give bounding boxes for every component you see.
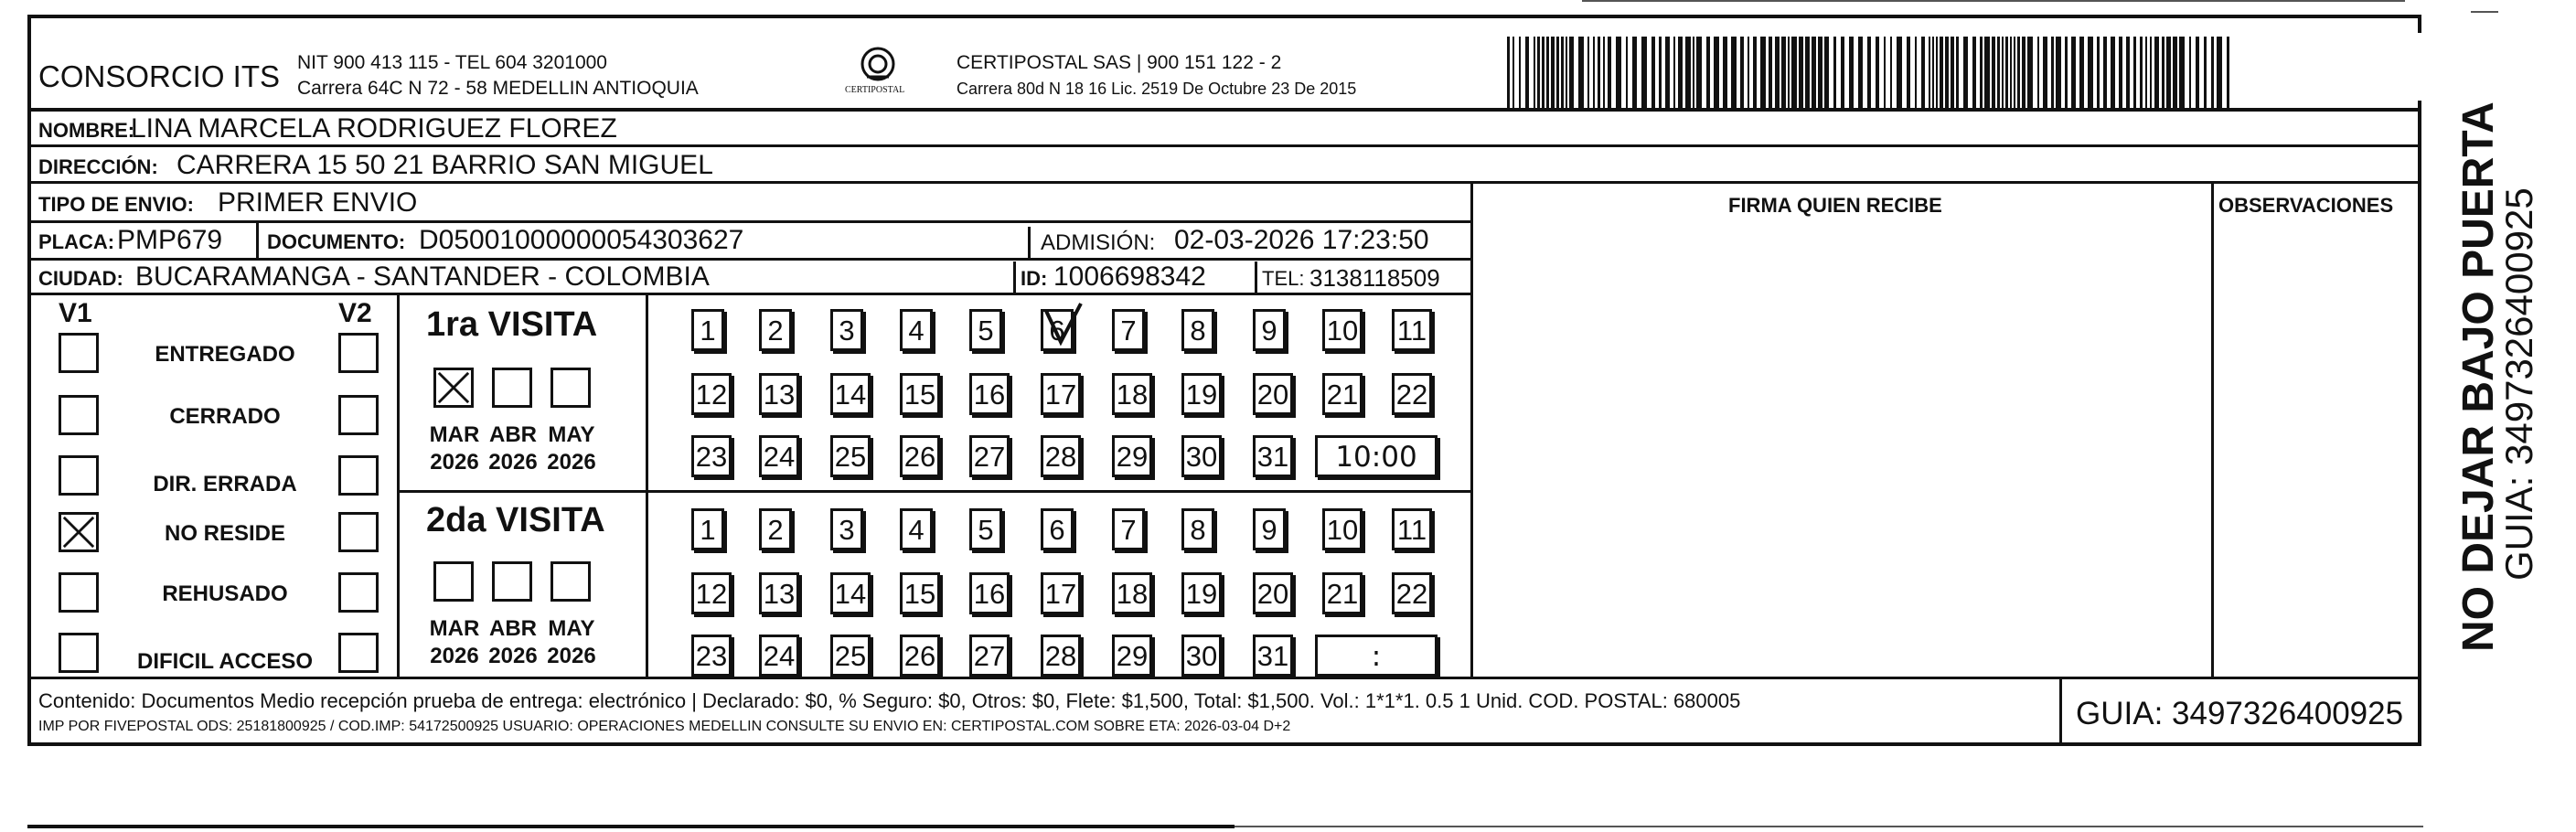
direccion-value: CARRERA 15 50 21 BARRIO SAN MIGUEL bbox=[176, 150, 713, 180]
month-label: MAR bbox=[429, 616, 480, 641]
barcode-bar bbox=[2097, 37, 2100, 108]
month-checkbox[interactable] bbox=[550, 368, 591, 408]
barcode-bar bbox=[1740, 37, 1744, 108]
barcode-bar bbox=[1907, 37, 1910, 108]
cut-line-bottom bbox=[27, 825, 1235, 828]
obs-column-line bbox=[2211, 183, 2214, 678]
v1-checkbox[interactable] bbox=[59, 572, 99, 613]
ciudad-value: BUCARAMANGA - SANTANDER - COLOMBIA bbox=[135, 261, 710, 292]
month-label: MAY bbox=[548, 616, 595, 641]
month-checkbox[interactable] bbox=[433, 368, 474, 408]
barcode-bar bbox=[2154, 37, 2159, 108]
barcode-bar bbox=[1805, 37, 1810, 108]
barcode-bar bbox=[1723, 37, 1727, 108]
placa-label: PLACA: bbox=[38, 230, 115, 253]
status-divider bbox=[397, 294, 400, 678]
barcode-bar bbox=[2166, 37, 2171, 108]
day-box[interactable]: 13 bbox=[759, 373, 799, 415]
x-mark-icon bbox=[436, 370, 471, 405]
barcode-bar bbox=[1542, 37, 1545, 108]
year-label: 2026 bbox=[430, 644, 479, 668]
barcode-bar bbox=[2043, 37, 2047, 108]
tipo-label: TIPO DE ENVIO: bbox=[38, 193, 194, 216]
barcode-bar bbox=[1945, 37, 1949, 108]
rule-header bbox=[27, 108, 2421, 112]
day-box[interactable]: 5 bbox=[969, 309, 1002, 351]
firma-header: FIRMA QUIEN RECIBE bbox=[1728, 194, 1942, 217]
barcode-bar bbox=[1972, 37, 1976, 108]
sep-admision bbox=[1028, 227, 1031, 259]
barcode-bar bbox=[1632, 37, 1637, 108]
barcode-bar bbox=[1659, 37, 1662, 108]
day-box[interactable]: 21 bbox=[1322, 572, 1363, 614]
barcode-bar bbox=[2133, 37, 2136, 108]
barcode-bar bbox=[2140, 37, 2143, 108]
month-checkbox[interactable] bbox=[433, 561, 474, 602]
day-box[interactable]: 25 bbox=[830, 635, 871, 677]
barcode-bar bbox=[2217, 37, 2222, 108]
carrier-name: CERTIPOSTAL SAS | 900 151 122 - 2 bbox=[957, 52, 1282, 73]
barcode-bar bbox=[2017, 37, 2020, 108]
barcode-bar bbox=[1929, 37, 1930, 108]
day-box[interactable]: 16 bbox=[969, 572, 1010, 614]
barcode-bar bbox=[1714, 37, 1719, 108]
month-label: MAR bbox=[429, 422, 480, 447]
status-option-label: DIFICIL ACCESO bbox=[136, 649, 313, 674]
barcode-bar bbox=[2111, 37, 2115, 108]
day-box[interactable]: 12 bbox=[691, 572, 732, 614]
day-box[interactable]: 11 bbox=[1392, 309, 1432, 351]
barcode-bar bbox=[1824, 37, 1829, 108]
barcode-bar bbox=[2079, 37, 2084, 108]
logo-text: CERTIPOSTAL bbox=[845, 85, 905, 95]
day-box[interactable]: 9 bbox=[1253, 309, 1286, 351]
time-box[interactable]: : bbox=[1315, 635, 1438, 677]
day-box[interactable]: 23 bbox=[691, 635, 732, 677]
day-box[interactable]: 17 bbox=[1041, 373, 1081, 415]
barcode-bar bbox=[1984, 37, 1990, 108]
barcode-bar bbox=[1665, 37, 1670, 108]
company-address: Carrera 64C N 72 - 58 MEDELLIN ANTIOQUIA bbox=[297, 78, 699, 99]
placa-value: PMP679 bbox=[117, 225, 223, 255]
carrier-logo bbox=[839, 44, 916, 102]
documento-value: D05001000000054303627 bbox=[419, 225, 744, 255]
day-box[interactable]: 3 bbox=[830, 508, 863, 550]
barcode-bar bbox=[1626, 37, 1628, 108]
day-box[interactable]: 12 bbox=[691, 373, 732, 415]
id-label: ID: bbox=[1021, 267, 1048, 290]
year-label: 2026 bbox=[488, 450, 538, 475]
barcode-bar bbox=[1932, 37, 1934, 108]
day-box[interactable]: 18 bbox=[1112, 373, 1152, 415]
day-box[interactable]: 10 bbox=[1322, 508, 1363, 550]
day-box[interactable]: 28 bbox=[1041, 635, 1081, 677]
day-box[interactable]: 27 bbox=[969, 635, 1010, 677]
observaciones-header: OBSERVACIONES bbox=[2218, 194, 2394, 217]
cut-line-top bbox=[1582, 0, 2405, 2]
day-box[interactable]: 31 bbox=[1253, 435, 1293, 477]
barcode-bar bbox=[1507, 37, 1510, 108]
day-box[interactable]: 19 bbox=[1181, 373, 1222, 415]
month-label: ABR bbox=[489, 616, 537, 641]
tel-value: 3138118509 bbox=[1309, 264, 1440, 292]
day-box[interactable]: 23 bbox=[691, 435, 732, 477]
documento-label: DOCUMENTO: bbox=[267, 230, 406, 253]
month-label: MAY bbox=[548, 422, 595, 447]
barcode-bar bbox=[1569, 37, 1574, 108]
day-box[interactable]: 29 bbox=[1112, 435, 1152, 477]
day-box[interactable]: 3 bbox=[830, 309, 863, 351]
barcode-bar bbox=[1997, 37, 2000, 108]
v1-checkbox[interactable] bbox=[59, 455, 99, 496]
v1-checkbox[interactable] bbox=[59, 512, 99, 552]
barcode-bar bbox=[2211, 37, 2214, 108]
barcode-bar bbox=[2005, 37, 2008, 108]
day-box[interactable]: 17 bbox=[1041, 572, 1081, 614]
month-checkbox[interactable] bbox=[492, 561, 532, 602]
barcode-bar bbox=[1603, 37, 1605, 108]
barcode-bar bbox=[2162, 37, 2164, 108]
v2-header: V2 bbox=[338, 298, 372, 328]
barcode-bar bbox=[1525, 37, 1529, 108]
barcode-bar bbox=[1980, 37, 1983, 108]
barcode-bar bbox=[2126, 37, 2130, 108]
v1-checkbox[interactable] bbox=[59, 395, 99, 435]
barcode-bar bbox=[1537, 37, 1540, 108]
status-option-label: ENTREGADO bbox=[155, 342, 295, 367]
barcode-bar bbox=[2119, 37, 2122, 108]
barcode-bar bbox=[1951, 37, 1954, 108]
barcode-bar bbox=[1598, 37, 1600, 108]
frame-left bbox=[27, 15, 31, 746]
admision-value: 02-03-2026 17:23:50 bbox=[1174, 225, 1429, 255]
tel-label: TEL: bbox=[1262, 267, 1305, 290]
barcode-bar bbox=[2056, 37, 2061, 108]
year-label: 2026 bbox=[430, 450, 479, 475]
barcode-bar bbox=[1706, 37, 1710, 108]
company-nit: NIT 900 413 115 - TEL 604 3201000 bbox=[297, 52, 607, 73]
barcode-bar bbox=[1867, 37, 1871, 108]
day-box[interactable]: 6 bbox=[1041, 309, 1074, 351]
rule-placa bbox=[27, 258, 1470, 261]
barcode-bar bbox=[1799, 37, 1803, 108]
barcode-bar bbox=[2204, 37, 2207, 108]
barcode-bar bbox=[1753, 37, 1757, 108]
barcode-bar bbox=[1673, 37, 1675, 108]
barcode-bar bbox=[1641, 37, 1647, 108]
barcode-bar bbox=[1818, 37, 1822, 108]
day-box[interactable]: 26 bbox=[900, 435, 940, 477]
frame-bottom bbox=[27, 742, 2421, 746]
barcode-bar bbox=[1890, 37, 1892, 108]
year-label: 2026 bbox=[488, 644, 538, 668]
day-box[interactable]: 11 bbox=[1392, 508, 1432, 550]
footer-guia-divider bbox=[2059, 678, 2062, 744]
day-box[interactable]: 22 bbox=[1392, 572, 1432, 614]
barcode-bar bbox=[1556, 37, 1559, 108]
footer-imp: IMP POR FIVEPOSTAL ODS: 25181800925 / COD.IMP: 54172500925 USUARIO: OPERACIONES MEDELLIN CONSULTE SU ENVIO EN: CERTIPOSTAL.COM SOBRE ETA: 2026-03-04 D+2 bbox=[38, 719, 1291, 734]
day-box[interactable]: 30 bbox=[1181, 635, 1222, 677]
day-box[interactable]: 6 bbox=[1041, 508, 1074, 550]
year-label: 2026 bbox=[547, 644, 596, 668]
visit1-title: 1ra VISITA bbox=[426, 305, 598, 344]
day-box[interactable]: 30 bbox=[1181, 435, 1222, 477]
day-box[interactable]: 26 bbox=[900, 635, 940, 677]
barcode-bar bbox=[1788, 37, 1790, 108]
day-box[interactable]: 1 bbox=[691, 309, 724, 351]
carrier-license: Carrera 80d N 18 16 Lic. 2519 De Octubre 23 De 2015 bbox=[957, 80, 1357, 98]
edge-tick bbox=[2471, 11, 2498, 13]
barcode-bar bbox=[2189, 37, 2191, 108]
day-box[interactable]: 21 bbox=[1322, 373, 1363, 415]
barcode-bar bbox=[1534, 37, 1535, 108]
v1-checkbox[interactable] bbox=[59, 333, 99, 373]
barcode-bar bbox=[1769, 37, 1772, 108]
sep-tel bbox=[1255, 261, 1257, 294]
barcode-bar bbox=[1512, 37, 1514, 108]
barcode-bar bbox=[2022, 37, 2026, 108]
rule-tipo bbox=[27, 220, 1470, 223]
barcode-bar bbox=[1693, 37, 1694, 108]
barcode-bar bbox=[2065, 37, 2068, 108]
visit2-title: 2da VISITA bbox=[426, 501, 605, 539]
day-box[interactable]: 31 bbox=[1253, 635, 1293, 677]
barcode-bar bbox=[1876, 37, 1879, 108]
admision-label: ADMISIÓN: bbox=[1041, 230, 1156, 255]
day-box[interactable]: 8 bbox=[1181, 309, 1214, 351]
rule-direccion bbox=[27, 181, 2421, 184]
x-mark-icon bbox=[61, 515, 96, 549]
barcode-bar bbox=[1587, 37, 1589, 108]
status-option-label: REHUSADO bbox=[162, 581, 288, 606]
barcode-bar bbox=[1841, 37, 1844, 108]
barcode-bar bbox=[1915, 37, 1917, 108]
frame-right-upper bbox=[2418, 15, 2421, 33]
barcode-bar bbox=[1791, 37, 1797, 108]
cut-line-bottom-thin bbox=[1235, 826, 2423, 827]
barcode-bar bbox=[1578, 37, 1584, 108]
sep-id bbox=[1013, 261, 1016, 294]
v1-header: V1 bbox=[59, 298, 92, 328]
barcode-bar bbox=[1616, 37, 1621, 108]
barcode-bar bbox=[1593, 37, 1595, 108]
day-box[interactable]: 24 bbox=[759, 635, 799, 677]
side-guia: GUIA: 3497326400925 bbox=[2497, 187, 2540, 581]
barcode-bar bbox=[1696, 37, 1702, 108]
day-box[interactable]: 18 bbox=[1112, 572, 1152, 614]
v2-checkbox[interactable] bbox=[338, 455, 379, 496]
rule-nombre bbox=[27, 144, 2421, 147]
company-name: CONSORCIO ITS bbox=[38, 59, 281, 93]
barcode-bar bbox=[2150, 37, 2152, 108]
barcode-bar bbox=[2103, 37, 2107, 108]
barcode-bar bbox=[2002, 37, 2004, 108]
barcode-bar bbox=[2051, 37, 2054, 108]
direccion-label: DIRECCIÓN: bbox=[38, 155, 158, 178]
barcode-bar bbox=[1956, 37, 1959, 108]
firma-column-line bbox=[1470, 183, 1473, 678]
v2-checkbox[interactable] bbox=[338, 572, 379, 613]
day-box[interactable]: 22 bbox=[1392, 373, 1432, 415]
footer-contenido: Contenido: Documentos Medio recepción prueba de entrega: electrónico | Declarado: $0, % Seguro: $0, Otros: $0, Flete: $1,500, Total: $1,500. Vol.: 1*1*1. 0.5 1 Unid. COD. POSTAL: 680005 bbox=[38, 689, 1741, 712]
day-box[interactable]: 2 bbox=[759, 309, 792, 351]
barcode bbox=[1507, 37, 2239, 108]
barcode-bar bbox=[1685, 37, 1691, 108]
id-value: 1006698342 bbox=[1053, 261, 1206, 292]
barcode-bar bbox=[1561, 37, 1564, 108]
day-box[interactable]: 1 bbox=[691, 508, 724, 550]
barcode-bar bbox=[1546, 37, 1549, 108]
day-box[interactable]: 14 bbox=[830, 572, 871, 614]
barcode-bar bbox=[2179, 37, 2185, 108]
day-box[interactable]: 29 bbox=[1112, 635, 1152, 677]
frame-top bbox=[27, 15, 2421, 18]
day-box[interactable]: 20 bbox=[1253, 373, 1293, 415]
barcode-bar bbox=[2014, 37, 2015, 108]
month-label: ABR bbox=[489, 422, 537, 447]
day-box[interactable]: 7 bbox=[1112, 508, 1145, 550]
barcode-bar bbox=[1940, 37, 1943, 108]
day-box[interactable]: 19 bbox=[1181, 572, 1222, 614]
day-check-mark bbox=[1041, 302, 1086, 353]
barcode-bar bbox=[1519, 37, 1521, 108]
day-box[interactable]: 16 bbox=[969, 373, 1010, 415]
v2-checkbox[interactable] bbox=[338, 512, 379, 552]
frame-right bbox=[2418, 101, 2421, 746]
barcode-bar bbox=[1775, 37, 1780, 108]
day-box[interactable]: 27 bbox=[969, 435, 1010, 477]
rule-footer bbox=[27, 677, 2421, 679]
month-checkbox[interactable] bbox=[492, 368, 532, 408]
v2-checkbox[interactable] bbox=[338, 395, 379, 435]
barcode-bar bbox=[2196, 37, 2199, 108]
barcode-bar bbox=[2027, 37, 2033, 108]
barcode-bar bbox=[1608, 37, 1611, 108]
day-box[interactable]: 15 bbox=[900, 572, 940, 614]
day-box[interactable]: 4 bbox=[900, 508, 933, 550]
day-box[interactable]: 13 bbox=[759, 572, 799, 614]
barcode-bar bbox=[1812, 37, 1816, 108]
status-option-label: NO RESIDE bbox=[164, 521, 286, 546]
day-box[interactable]: 8 bbox=[1181, 508, 1214, 550]
barcode-bar bbox=[1760, 37, 1766, 108]
barcode-bar bbox=[1921, 37, 1925, 108]
barcode-bar bbox=[2088, 37, 2093, 108]
v2-checkbox[interactable] bbox=[338, 333, 379, 373]
sep-placa bbox=[256, 220, 259, 259]
nombre-label: NOMBRE: bbox=[38, 119, 135, 142]
v1-checkbox[interactable] bbox=[59, 633, 99, 673]
year-label: 2026 bbox=[547, 450, 596, 475]
barcode-bar bbox=[2227, 37, 2229, 108]
days-divider bbox=[646, 294, 648, 678]
day-box[interactable]: 24 bbox=[759, 435, 799, 477]
barcode-bar bbox=[1566, 37, 1567, 108]
status-option-label: CERRADO bbox=[169, 404, 281, 429]
day-box[interactable]: 28 bbox=[1041, 435, 1081, 477]
day-box[interactable]: 25 bbox=[830, 435, 871, 477]
nombre-value: LINA MARCELA RODRIGUEZ FLOREZ bbox=[131, 113, 617, 144]
barcode-bar bbox=[1748, 37, 1749, 108]
barcode-bar bbox=[1936, 37, 1938, 108]
barcode-bar bbox=[1678, 37, 1683, 108]
v2-checkbox[interactable] bbox=[338, 633, 379, 673]
visit-divider bbox=[397, 490, 1470, 493]
day-box[interactable]: 10 bbox=[1322, 309, 1363, 351]
day-box[interactable]: 7 bbox=[1112, 309, 1145, 351]
barcode-bar bbox=[1551, 37, 1555, 108]
time-box[interactable]: 10:00 bbox=[1315, 435, 1438, 477]
day-box[interactable]: 14 bbox=[830, 373, 871, 415]
barcode-bar bbox=[1781, 37, 1786, 108]
barcode-bar bbox=[1884, 37, 1886, 108]
day-box[interactable]: 2 bbox=[759, 508, 792, 550]
day-box[interactable]: 20 bbox=[1253, 572, 1293, 614]
barcode-bar bbox=[1833, 37, 1836, 108]
day-box[interactable]: 5 bbox=[969, 508, 1002, 550]
side-warning: NO DEJAR BAJO PUERTA bbox=[2454, 101, 2503, 652]
barcode-bar bbox=[1849, 37, 1854, 108]
day-box[interactable]: 15 bbox=[900, 373, 940, 415]
ciudad-label: CIUDAD: bbox=[38, 267, 123, 290]
barcode-bar bbox=[1897, 37, 1902, 108]
barcode-bar bbox=[1651, 37, 1655, 108]
day-box[interactable]: 9 bbox=[1253, 508, 1286, 550]
month-checkbox[interactable] bbox=[550, 561, 591, 602]
barcode-bar bbox=[2037, 37, 2039, 108]
tipo-value: PRIMER ENVIO bbox=[218, 187, 418, 218]
barcode-bar bbox=[2173, 37, 2177, 108]
footer-guia: GUIA: 3497326400925 bbox=[2076, 696, 2404, 731]
barcode-bar bbox=[2010, 37, 2012, 108]
barcode-bar bbox=[1731, 37, 1737, 108]
day-box[interactable]: 4 bbox=[900, 309, 933, 351]
barcode-bar bbox=[1858, 37, 1863, 108]
barcode-bar bbox=[2145, 37, 2147, 108]
barcode-bar bbox=[1992, 37, 1995, 108]
barcode-bar bbox=[2071, 37, 2076, 108]
status-option-label: DIR. ERRADA bbox=[153, 472, 297, 496]
barcode-bar bbox=[1963, 37, 1968, 108]
